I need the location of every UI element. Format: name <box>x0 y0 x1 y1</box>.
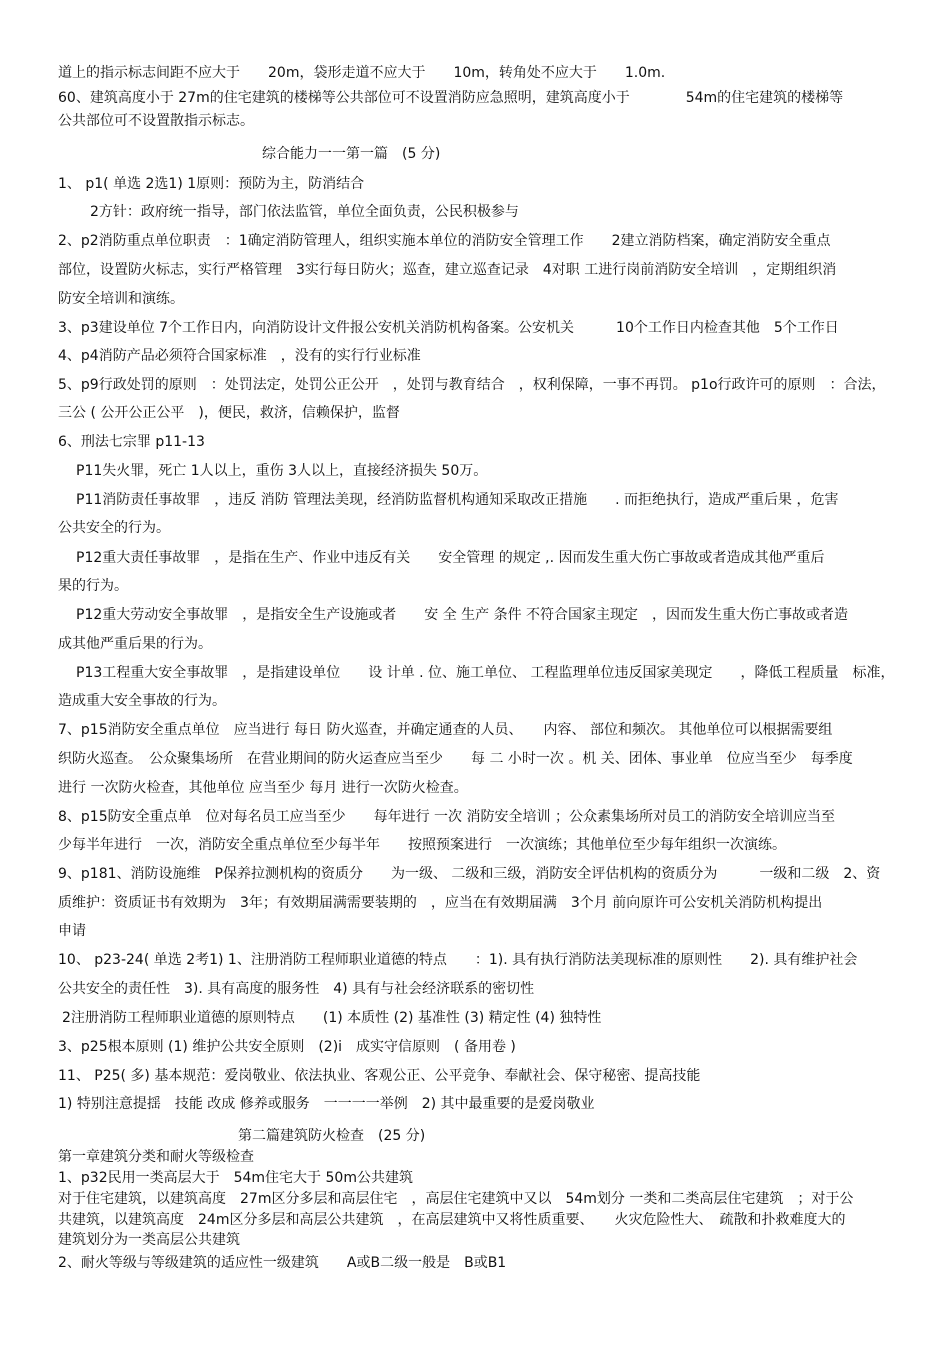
text-line: 果的行为。 <box>58 578 128 594</box>
text-line: P12重大责任事故罪 ，是指在生产、作业中违反有关 安全管理 的规定 ,. 因而发生重大伤亡事故或者造成其他严重后 <box>76 550 825 566</box>
text-line: 成其他严重后果的行为。 <box>58 636 212 652</box>
text-line: 7、p15消防安全重点单位 应当进行 每日 防火巡查，并确定通查的人员、 内容、 部位和频次。 其他单位可以根据需要组 <box>58 722 833 738</box>
text-line: P11消防责任事故罪 ，违反 消防 管理法美现，经消防监督机构通知采取改正措施 . 而拒绝执行，造成严重后果 ，危害 <box>76 492 839 508</box>
text-line: 申请 <box>58 923 86 939</box>
text-line: 防安全培训和演练。 <box>58 291 184 307</box>
text-line: 3、p3建设单位 7个工作日内，向消防设计文件报公安机关消防机构备案。公安机关 10个工作日内检查其他 5个工作日 <box>58 320 839 336</box>
text-line: 共建筑，以建筑高度 24m区分多层和高层公共建筑 ，在高层建筑中又将性质重要、 火灾危险性大、 疏散和扑救难度大的 <box>58 1212 846 1228</box>
text-line: 4、p4消防产品必须符合国家标准 ，没有的实行行业标准 <box>58 348 421 364</box>
section-heading: 综合能力一一第一篇 (5 分) <box>262 146 441 162</box>
text-line: 10、 p23-24( 单选 2考1) 1、注册消防工程师职业道德的特点 ：1). 具有执行消防法美现标准的原则性 2). 具有维护社会 <box>58 952 858 968</box>
text-line: 8、p15防安全重点单 位对每名员工应当至少 每年进行 一次 消防安全培训 ；公众素集场所对员工的消防安全培训应当至 <box>58 809 835 825</box>
text-line: 少每半年进行 一次，消防安全重点单位至少每半年 按照预案进行 一次演练；其他单位至少每年组织一次演练。 <box>58 837 786 853</box>
text-line: 1) 特别注意提揺 技能 改成 修养或服务 一一一一举例 2) 其中最重要的是爱岗敬业 <box>58 1096 595 1112</box>
text-line: 造成重大安全事故的行为。 <box>58 693 226 709</box>
text-line: 2注册消防工程师职业道德的原则特点 (1) 本质性 (2) 基准性 (3) 精定性 (4) 独特性 <box>62 1010 602 1026</box>
text-line: 建筑划分为一类高层公共建筑 <box>58 1232 240 1248</box>
text-line: 2方针：政府统一指导，部门依法监管，单位全面负责，公民积极参与 <box>90 204 519 220</box>
text-line: 公共部位可不设置散指示标志。 <box>58 113 254 129</box>
text-line: 9、p181、消防设施维 P保养拉测机构的资质分 为一级、 二级和三级，消防安全评估机构的资质分为 一级和二级 2、资 <box>58 866 881 882</box>
text-line: 部位，设置防火标志，实行严格管理 3实行每日防火；巡查，建立巡查记录 4对职 工进行岗前消防安全培训 ，定期组织消 <box>58 262 837 278</box>
text-line: 道上的指示标志间距不应大于 20m，袋形走道不应大于 10m，转角处不应大于 1.0m. <box>58 65 666 81</box>
text-line: 2、p2消防重点单位职责 ：1确定消防管理人，组织实施本单位的消防安全管理工作 2建立消防档案，确定消防安全重点 <box>58 233 831 249</box>
text-line: 3、p25根本原则 (1) 维护公共安全原则 (2)i 成实守信原则 ( 备用卷 ) <box>58 1039 516 1055</box>
text-line: 公共安全的行为。 <box>58 520 170 536</box>
text-line: 1、p32民用一类高层大于 54m住宅大于 50m公共建筑 <box>58 1170 413 1186</box>
text-line: 5、p9行政处罚的原则 ：处罚法定，处罚公正公开 ，处罚与教育结合 ，权利保障，一事不再罚。 p1o行政许可的原则 ：合法， <box>58 377 886 393</box>
text-line: 对于住宅建筑，以建筑高度 27m区分多层和高层住宅 ，高层住宅建筑中又以 54m划分 一类和二类高层住宅建筑 ；对于公 <box>58 1191 854 1207</box>
text-line: 织防火巡查。 公众聚集场所 在营业期间的防火运查应当至少 每 二 小时一次 。机 关、团体、事业单 位应当至少 每季度 <box>58 751 853 767</box>
chapter-heading: 第一章建筑分类和耐火等级检查 <box>58 1149 254 1165</box>
text-line: P12重大劳动安全事故罪 ，是指安全生产设施或者 安 全 生产 条件 不符合国家主现定 ，因而发生重大伤亡事故或者造 <box>76 607 849 623</box>
text-line: 质维护：资质证书有效期为 3年；有效期届满需要装期的 ，应当在有效期届满 3个月 前向原许可公安机关消防机构提出 <box>58 895 823 911</box>
section-heading: 第二篇建筑防火检查 (25 分) <box>238 1128 426 1144</box>
text-line: 11、 P25( 多) 基本规范：爱岗敬业、依法执业、客观公正、公平竞争、奉献社会、保守秘密、提高技能 <box>58 1068 701 1084</box>
text-line: 1、 p1( 单选 2选1) 1原则：预防为主，防消结合 <box>58 176 365 192</box>
text-line: 6、刑法七宗罪 p11-13 <box>58 434 205 450</box>
text-line: 60、建筑高度小于 27m的住宅建筑的楼梯等公共部位可不设置消防应急照明，建筑高度小于 54m的住宅建筑的楼梯等 <box>58 90 844 106</box>
text-line: P13工程重大安全事故罪 ，是指建设单位 设 计单 . 位、施工单位、 工程监理单位违反国家美现定 ，降低工程质量 标准， <box>76 665 895 681</box>
text-line: P11失火罪，死亡 1人以上，重伤 3人以上，直接经济损失 50万。 <box>76 463 488 479</box>
text-line: 进行 一次防火检查，其他单位 应当至少 每月 进行一次防火检查。 <box>58 780 468 796</box>
text-line: 公共安全的责任性 3). 具有高度的服务性 4) 具有与社会经济联系的密切性 <box>58 981 535 997</box>
text-line: 三公 ( 公开公正公平 )，便民，救济，信赖保护，监督 <box>58 405 400 421</box>
text-line: 2、耐火等级与等级建筑的适应性一级建筑 A或B二级一般是 B或B1 <box>58 1255 507 1271</box>
